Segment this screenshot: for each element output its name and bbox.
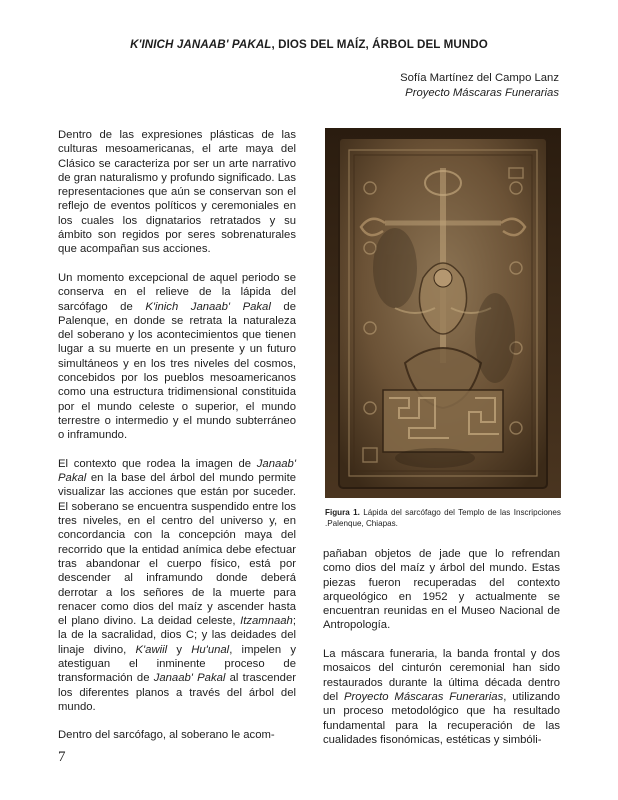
p2-text-a: Un momento excepcional de aquel periodo se conserva en el relieve de la lápida del sarcófago de xyxy=(58,271,296,313)
p3-hunal: Hu'unal xyxy=(191,643,230,656)
author-project: Proyecto Máscaras Funerarias xyxy=(405,86,559,99)
p2-text-b: de Palenque, en donde se retrata la naturaleza del soberano y los acontecimientos que tienen lugar a su muerte en un presente y un futuro simultáneos y en los tres niveles del cosmos, concebidos por los pueblos mesoamericanos como una estructura tridimensional constituida por el mundo celeste o superior, el mundo terrestre o intermedio y el mundo subterráneo o inframundo. xyxy=(58,300,296,442)
p3-text-f: al trascender los diferentes planos a través del árbol del mundo. xyxy=(58,672,296,713)
p3-text-a: El contexto que rodea la imagen de xyxy=(58,457,257,470)
p3-text-e: , impelen y atestiguan el inminente proceso de transformación de xyxy=(58,643,296,685)
p6-project: Proyecto Máscaras Funerarias xyxy=(343,690,504,703)
page-number: 7 xyxy=(58,749,66,765)
p3-text-b: en la base del árbol del mundo permite visualizar las acciones que están por suceder. El soberano se encuentra suspendido entre los tres niveles, en el centro del universo y, en concordancia con la concepción maya del recorrido que la entidad anímica debe efectuar tras abandonar el cuerpo físico, está por descender al inframundo donde deberá derrotar a los señores de la muerte para renacer como dios del maíz y ascender hasta el plano divino. La deidad celeste, xyxy=(58,472,296,628)
sarcophagus-lid-image xyxy=(325,128,561,498)
sarcophagus-lid-photo xyxy=(325,128,561,498)
paragraph-4: Dentro del sarcófago, al soberano le acom- xyxy=(58,729,275,742)
author-name: Sofía Martínez del Campo Lanz xyxy=(400,72,559,84)
paragraph-3 xyxy=(58,457,296,714)
title-rest: , DIOS DEL MAÍZ, ÁRBOL DEL MUNDO xyxy=(271,38,488,51)
figure-caption xyxy=(325,508,561,529)
p3-name: Janaab' Pakal xyxy=(58,457,296,485)
left-column xyxy=(58,128,296,757)
p3-janaab-pakal: Janaab' Pakal xyxy=(153,672,226,685)
p3-kawiil: K'awiil xyxy=(135,643,168,656)
title-italic: K'INICH JANAAB' PAKAL xyxy=(130,38,272,51)
author-block xyxy=(400,71,559,100)
p3-text-d: y xyxy=(167,643,192,656)
p6-text-a: La máscara funeraria, la banda frontal y dos mosaicos del cinturón ceremonial han sido restaurados durante la última década dentro del xyxy=(323,648,560,703)
p2-name: K'inich Janaab' Pakal xyxy=(145,300,271,313)
p6-text-b: , utilizando un proceso metodológico que ha resultado fundamental para la recuperación de las cualidades fisonómicas, estéticas y simbóli- xyxy=(323,690,560,746)
caption-label: Figura 1. xyxy=(325,508,360,517)
paragraph-1: Dentro de las expresiones plásticas de las culturas mesoamericanas, el arte maya del Clásico se caracteriza por ser un arte narrativo de gran naturalismo y profundo significado. Las representaciones que aún se conservan son el reflejo de eventos políticos y ceremoniales en los cuales los dignatarios retratados y su ámbito son regidos por seres sobrenaturales que acompañan sus acciones. xyxy=(58,129,296,256)
right-column xyxy=(323,547,560,761)
p3-text-c: ; la de la sacralidad, dios C; y las deidades del linaje divino, xyxy=(58,615,296,656)
article-title xyxy=(0,38,618,51)
paragraph-2 xyxy=(58,271,296,443)
p3-itzamnaah: Itzamnaah xyxy=(240,615,293,628)
caption-text: Lápida del sarcófago del Templo de las Inscripciones .Palenque, Chiapas. xyxy=(325,508,561,528)
paragraph-5: pañaban objetos de jade que lo refrendan como dios del maíz y árbol del mundo. Estas piezas fueron recuperadas del contexto arqueológico en 1952 y actualmente se encuentran reunidas en el Museo Nacional de Antropología. xyxy=(323,548,560,632)
paragraph-6 xyxy=(323,647,560,747)
